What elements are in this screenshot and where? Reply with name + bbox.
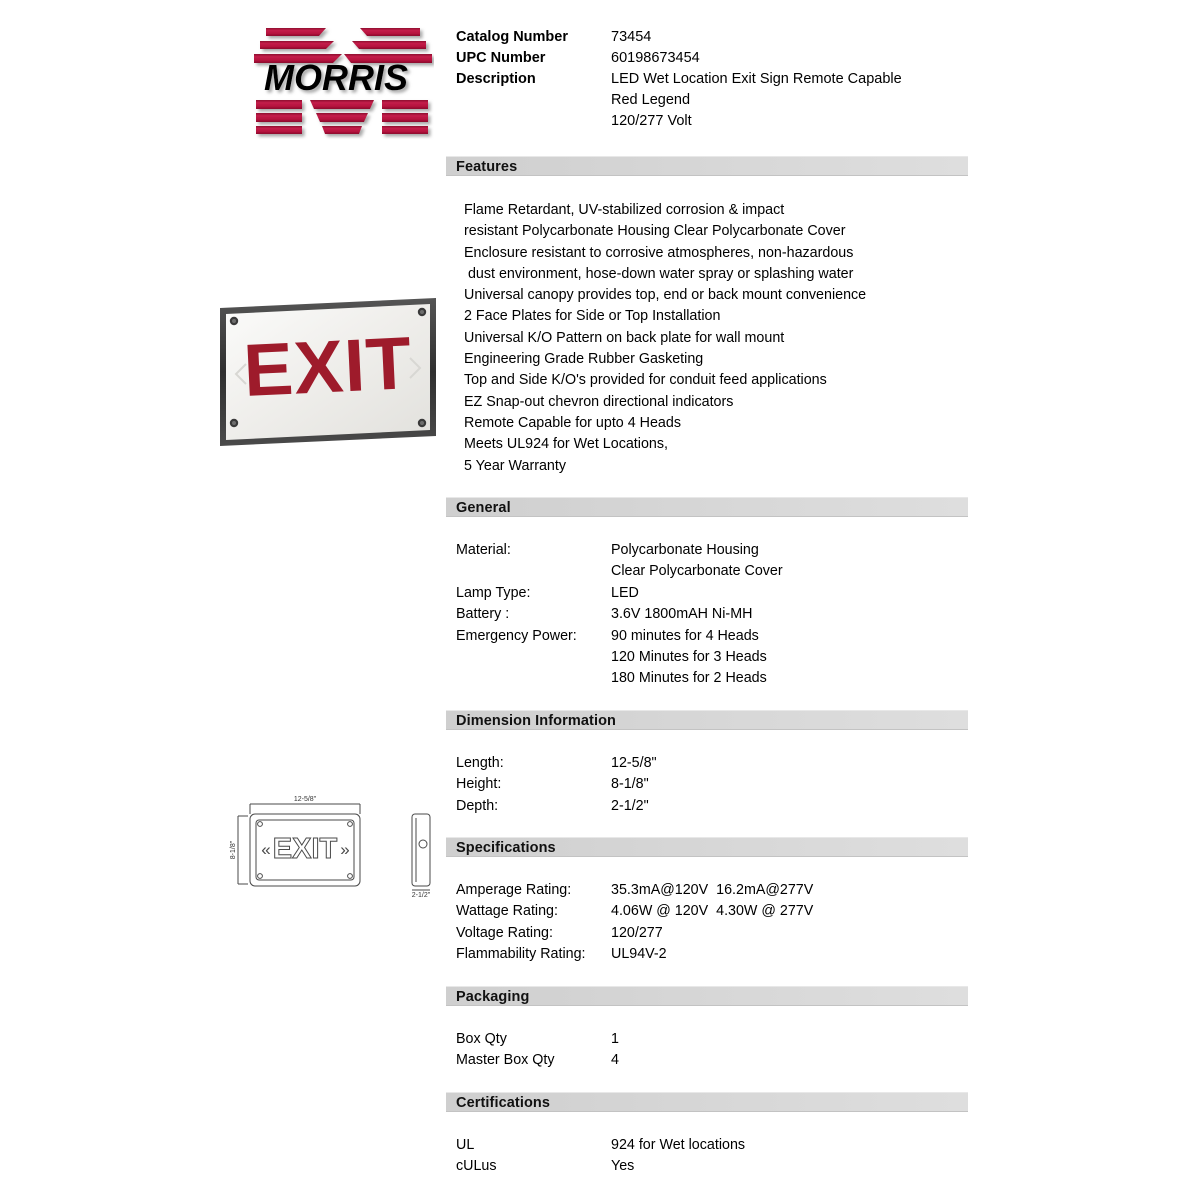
table-row	[456, 774, 976, 795]
feature-line: Universal K/O Pattern on back plate for wall mount	[464, 329, 785, 346]
header-value: Red Legend	[611, 92, 691, 108]
logo-bars-lower	[256, 100, 428, 134]
row-label: Material:	[456, 542, 511, 558]
left-chevron-icon: «	[261, 840, 271, 859]
header-row-description-cont-2	[456, 111, 976, 132]
row-label: Emergency Power:	[456, 627, 577, 644]
general-table	[456, 540, 976, 690]
row-label: Wattage Rating:	[456, 903, 558, 920]
dimension-information-table	[456, 753, 976, 817]
row-value: 180 Minutes for 2 Heads	[611, 670, 767, 687]
row-label: UL	[456, 1137, 475, 1153]
header-label: Catalog Number	[456, 29, 568, 45]
table-row	[456, 901, 976, 922]
certifications-table	[456, 1135, 976, 1178]
side-view-knockout	[419, 840, 427, 848]
packaging-table	[456, 1029, 976, 1072]
row-value: 4	[611, 1052, 619, 1069]
table-row	[456, 1029, 976, 1050]
feature-line: Universal canopy provides top, end or back mount convenience	[464, 287, 867, 304]
header-label	[456, 90, 611, 111]
row-value: Clear Polycarbonate Cover	[611, 563, 783, 580]
header-row-description-cont-1	[456, 90, 976, 111]
table-row	[456, 1050, 976, 1071]
morris-logo-graphic	[238, 14, 434, 140]
feature-line: Enclosure resistant to corrosive atmospheres, non-hazardous	[464, 244, 854, 261]
logo-wordmark: MORRIS	[264, 57, 408, 98]
feature-line: 5 Year Warranty	[464, 457, 566, 474]
right-chevron-icon: »	[340, 840, 350, 859]
row-value: 924 for Wet locations	[611, 1137, 746, 1153]
feature-line: Engineering Grade Rubber Gasketing	[464, 351, 704, 368]
header-row-description	[456, 69, 976, 90]
header-value: 120/277 Volt	[611, 113, 692, 129]
table-row	[456, 880, 976, 901]
row-value: 120 Minutes for 3 Heads	[611, 649, 767, 666]
row-value: 2-1/2"	[611, 797, 649, 814]
section-band-certifications	[446, 1092, 968, 1112]
feature-line: EZ Snap-out chevron directional indicators	[464, 393, 734, 410]
section-title-features: Features	[456, 159, 518, 175]
row-value: 12-5/8"	[611, 755, 657, 771]
height-dimension-label: 8-1/8"	[230, 840, 237, 860]
table-row	[456, 1156, 976, 1177]
dimension-drawing	[226, 782, 446, 900]
section-band-specifications	[446, 837, 968, 857]
section-band-features	[446, 156, 968, 176]
feature-line: resistant Polycarbonate Housing Clear Polycarbonate Cover	[464, 223, 846, 240]
row-label: Flammability Rating:	[456, 946, 586, 963]
row-value: 4.06W @ 120V 4.30W @ 277V	[611, 903, 814, 920]
section-title-dimension-information: Dimension Information	[456, 713, 616, 729]
header-label: Description	[456, 71, 536, 87]
header-value: LED Wet Location Exit Sign Remote Capable	[611, 71, 902, 87]
side-view-outline	[412, 814, 430, 886]
section-title-general: General	[456, 500, 511, 516]
row-value: 90 minutes for 4 Heads	[611, 627, 759, 644]
row-value: LED	[611, 584, 639, 601]
header-value: 60198673454	[611, 50, 700, 66]
row-label: Battery :	[456, 606, 510, 623]
table-row	[456, 583, 976, 604]
width-dimension-label: 12-5/8"	[293, 796, 317, 803]
table-row	[456, 1135, 976, 1156]
row-label: Voltage Rating:	[456, 924, 553, 941]
specifications-table	[456, 880, 976, 966]
row-value: UL94V-2	[611, 946, 667, 963]
feature-line: dust environment, hose-down water spray or splashing water	[464, 265, 854, 282]
header-label: UPC Number	[456, 50, 546, 66]
row-label: Length:	[456, 755, 504, 771]
header-label	[456, 111, 611, 132]
drawing-exit-legend: EXIT	[272, 833, 338, 865]
table-row	[456, 753, 976, 774]
section-title-packaging: Packaging	[456, 989, 530, 1005]
section-band-dimension-information	[446, 710, 968, 730]
section-band-packaging	[446, 986, 968, 1006]
row-value: 3.6V 1800mAH Ni-MH	[611, 606, 753, 623]
feature-line: Meets UL924 for Wet Locations,	[464, 436, 668, 453]
table-row	[456, 923, 976, 944]
depth-dimension-label: 2-1/2"	[411, 892, 431, 899]
table-row	[456, 796, 976, 817]
dimension-drawing-graphic	[226, 782, 446, 900]
header-row-upc-number	[456, 48, 976, 69]
feature-line: Top and Side K/O's provided for conduit feed applications	[464, 372, 827, 389]
feature-line: Remote Capable for upto 4 Heads	[464, 414, 681, 431]
row-label: Height:	[456, 776, 502, 793]
header-value: 73454	[611, 29, 652, 45]
row-label: Lamp Type:	[456, 584, 531, 601]
row-value: 35.3mA@120V 16.2mA@277V	[611, 882, 814, 898]
features-list	[464, 200, 866, 477]
table-row	[456, 626, 976, 647]
exit-sign-illustration	[214, 292, 442, 452]
morris-logo	[238, 14, 434, 140]
row-value: 120/277	[611, 924, 663, 941]
exit-legend	[242, 321, 414, 412]
row-label: Depth:	[456, 797, 499, 814]
header-row-catalog-number	[456, 27, 976, 48]
row-label: Amperage Rating:	[456, 882, 572, 898]
row-label: Box Qty	[456, 1031, 507, 1047]
catalog-header-block	[456, 27, 976, 132]
row-value: Yes	[611, 1158, 635, 1175]
table-row	[456, 668, 976, 689]
section-title-specifications: Specifications	[456, 840, 556, 856]
feature-line: 2 Face Plates for Side or Top Installation	[464, 308, 721, 325]
table-row	[456, 604, 976, 625]
section-title-certifications: Certifications	[456, 1095, 551, 1111]
product-photo-exit-sign	[214, 292, 442, 452]
table-row	[456, 944, 976, 965]
table-row	[456, 540, 976, 561]
table-row	[456, 561, 976, 582]
feature-line: Flame Retardant, UV-stabilized corrosion & impact	[464, 202, 785, 218]
row-label: Master Box Qty	[456, 1052, 555, 1069]
row-label: cULus	[456, 1158, 497, 1175]
section-band-general	[446, 497, 968, 517]
exit-legend-text: EXIT	[241, 321, 414, 412]
table-row	[456, 647, 976, 668]
row-value: 8-1/8"	[611, 776, 649, 793]
row-value: 1	[611, 1031, 619, 1047]
row-value: Polycarbonate Housing	[611, 542, 759, 558]
